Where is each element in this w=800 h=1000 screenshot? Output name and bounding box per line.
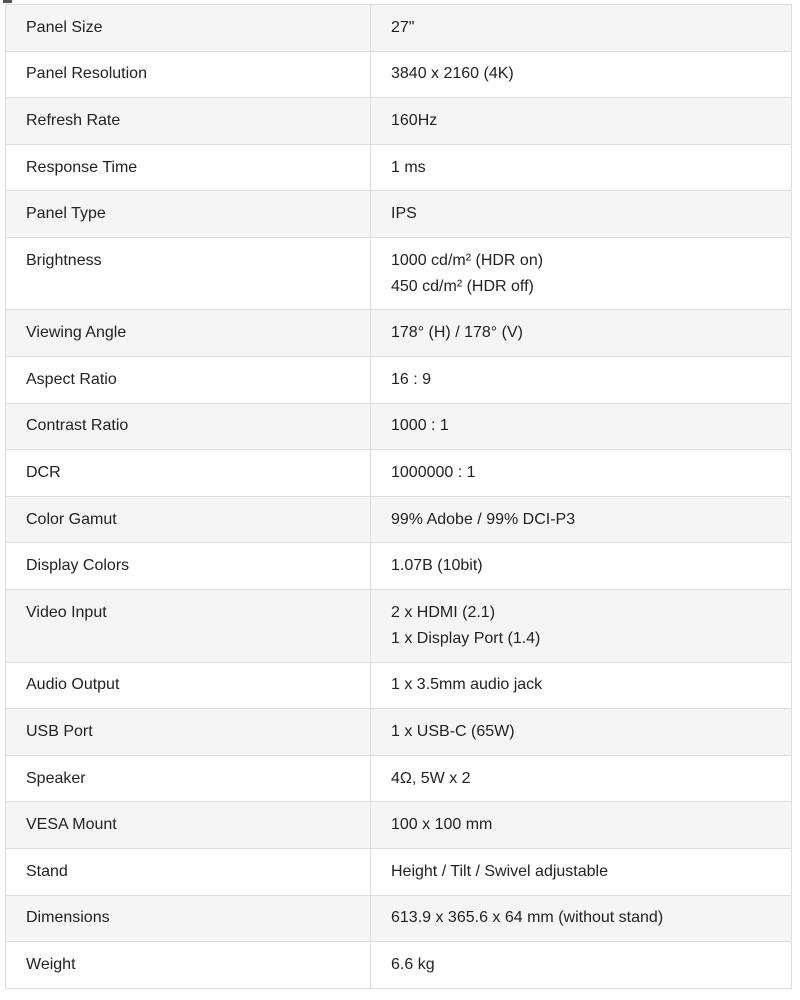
- spec-row: [6, 237, 792, 310]
- spec-label: USB Port: [6, 709, 371, 756]
- spec-row: [6, 357, 792, 404]
- spec-value: [371, 755, 792, 802]
- spec-value-line: 178° (H) / 178° (V): [391, 324, 523, 342]
- spec-row: [6, 802, 792, 849]
- spec-value-line: 100 x 100 mm: [391, 816, 493, 834]
- spec-value-line: 613.9 x 365.6 x 64 mm (without stand): [391, 909, 664, 927]
- spec-value-line: 1 x Display Port (1.4): [391, 630, 541, 648]
- spec-row: [6, 191, 792, 238]
- spec-row: [6, 942, 792, 989]
- spec-row: [6, 51, 792, 98]
- spec-row: [6, 848, 792, 895]
- spec-label: Weight: [6, 942, 371, 989]
- spec-value: [371, 709, 792, 756]
- spec-value-line: 2 x HDMI (2.1): [391, 604, 496, 622]
- spec-value-line: 1 x USB-C (65W): [391, 722, 515, 740]
- spec-value: [371, 450, 792, 497]
- spec-row: [6, 895, 792, 942]
- cropped-heading-fragment: [3, 0, 12, 3]
- spec-row: [6, 98, 792, 145]
- spec-value-line: 160Hz: [391, 111, 438, 129]
- spec-label: Response Time: [6, 144, 371, 191]
- spec-value-line: 1.07B (10bit): [391, 557, 483, 575]
- spec-value: [371, 942, 792, 989]
- spec-label: Panel Size: [6, 5, 371, 52]
- spec-value-line: 1000000 : 1: [391, 464, 476, 482]
- spec-row: [6, 590, 792, 663]
- spec-table-body: [6, 5, 792, 989]
- spec-row: [6, 709, 792, 756]
- spec-label: Audio Output: [6, 662, 371, 709]
- spec-label: Viewing Angle: [6, 310, 371, 357]
- spec-label: Refresh Rate: [6, 98, 371, 145]
- spec-value: [371, 98, 792, 145]
- spec-row: [6, 403, 792, 450]
- spec-value-line: Height / Tilt / Swivel adjustable: [391, 862, 608, 880]
- spec-value: [371, 51, 792, 98]
- spec-value: [371, 895, 792, 942]
- spec-value: [371, 802, 792, 849]
- spec-label: Contrast Ratio: [6, 403, 371, 450]
- spec-row: [6, 755, 792, 802]
- spec-value: [371, 590, 792, 663]
- spec-row: [6, 144, 792, 191]
- spec-label: DCR: [6, 450, 371, 497]
- spec-label: Stand: [6, 848, 371, 895]
- spec-row: [6, 496, 792, 543]
- spec-value-line: 1000 cd/m² (HDR on): [391, 251, 544, 269]
- spec-value: [371, 310, 792, 357]
- spec-row: [6, 450, 792, 497]
- spec-label: Speaker: [6, 755, 371, 802]
- spec-value: [371, 191, 792, 238]
- spec-value: [371, 144, 792, 191]
- spec-row: [6, 5, 792, 52]
- spec-label: Color Gamut: [6, 496, 371, 543]
- spec-row: [6, 662, 792, 709]
- spec-label: Brightness: [6, 237, 371, 310]
- spec-value-line: 1 x 3.5mm audio jack: [391, 676, 543, 694]
- spec-value: [371, 5, 792, 52]
- spec-value: [371, 403, 792, 450]
- spec-label: Video Input: [6, 590, 371, 663]
- spec-value: [371, 848, 792, 895]
- spec-value-line: 450 cd/m² (HDR off): [391, 277, 534, 295]
- spec-label: Display Colors: [6, 543, 371, 590]
- spec-value: [371, 237, 792, 310]
- spec-value-line: 3840 x 2160 (4K): [391, 65, 514, 83]
- spec-value-line: 16 : 9: [391, 370, 432, 388]
- spec-row: [6, 543, 792, 590]
- spec-value-line: 6.6 kg: [391, 955, 435, 973]
- spec-value: [371, 543, 792, 590]
- spec-value-line: 4Ω, 5W x 2: [391, 769, 471, 787]
- spec-value: [371, 496, 792, 543]
- spec-value-line: 1000 : 1: [391, 417, 449, 435]
- spec-label: VESA Mount: [6, 802, 371, 849]
- spec-value-line: 99% Adobe / 99% DCI-P3: [391, 510, 576, 528]
- spec-value-line: IPS: [391, 205, 417, 223]
- spec-table: [5, 4, 792, 989]
- spec-label: Aspect Ratio: [6, 357, 371, 404]
- spec-value-line: 27": [391, 18, 415, 36]
- spec-value: [371, 357, 792, 404]
- spec-label: Panel Type: [6, 191, 371, 238]
- spec-label: Dimensions: [6, 895, 371, 942]
- spec-value: [371, 662, 792, 709]
- spec-row: [6, 310, 792, 357]
- spec-value-line: 1 ms: [391, 158, 426, 176]
- spec-label: Panel Resolution: [6, 51, 371, 98]
